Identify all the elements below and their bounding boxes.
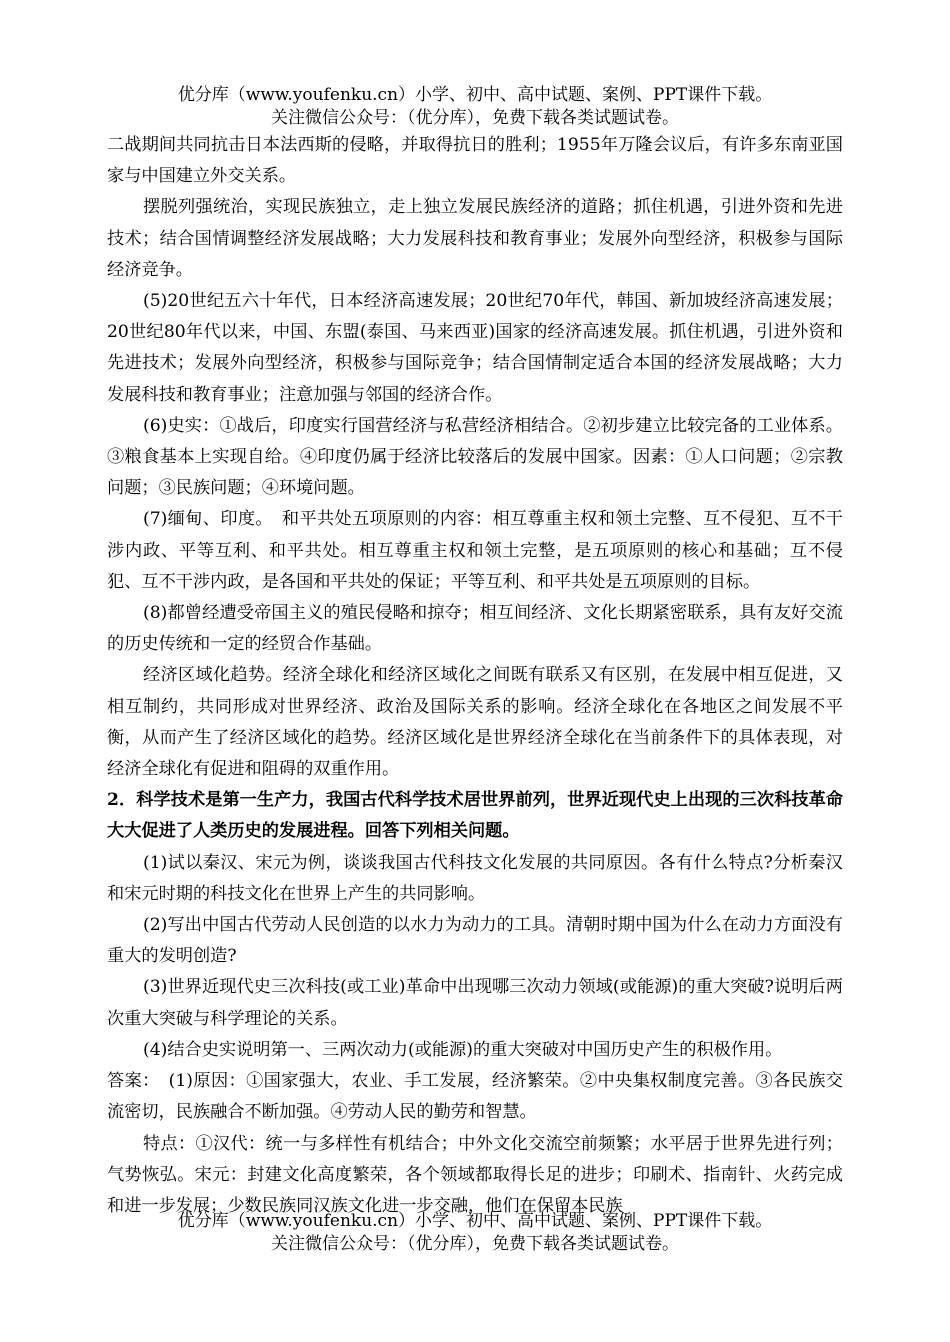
paragraph-answer-5: (5)20世纪五六十年代，日本经济高速发展；20世纪70年代，韩国、新加坡经济高速发展；20世纪80年代以来，中国、东盟(泰国、马来西亚)国家的经济高速发展。抓住机遇，引进外资和先进技术；发展外向型经济，积极参与国际竞争；结合国情制定适合本国的经济发展战略；大力发展科技和教育事业；注意加强与邻国的经济合作。: [107, 291, 843, 405]
question-2-part-3: (3)世界近现代史三次科技(或工业)革命中出现哪三次动力领域(或能源)的重大突破?说明后两次重大突破与科学理论的关系。: [107, 977, 843, 1029]
paragraph-continuation: 二战期间共同抗击日本法西斯的侵略，并取得抗日的胜利；1955年万隆会议后，有许多东南亚国家与中国建立外交关系。: [107, 135, 843, 187]
document-body: [107, 130, 843, 1222]
footer-line-2: 关注微信公众号：（优分库），免费下载各类试题试卷。: [271, 1234, 679, 1254]
question-2-title: 2．科学技术是第一生产力，我国古代科学技术居世界前列，世界近现代史上出现的三次科技革命大大促进了人类历史的发展进程。回答下列相关问题。: [107, 790, 843, 842]
header-line-2: 关注微信公众号：（优分库），免费下载各类试题试卷。: [271, 108, 679, 128]
question-2-part-4: (4)结合史实说明第一、三两次动力(或能源)的重大突破对中国历史产生的积极作用。: [143, 1039, 783, 1060]
footer-line-1: 优分库（www.youfenku.cn）小学、初中、高中试题、案例、PPT课件下载。: [177, 1211, 773, 1231]
paragraph-answer-7: (7)缅甸、印度。 和平共处五项原则的内容：相互尊重主权和领土完整、互不侵犯、互不干涉内政、平等互利、和平共处。相互尊重主权和领土完整，是五项原则的核心和基础；互不侵犯、互不干涉内政，是各国和平共处的保证；平等互利、和平共处是五项原则的目标。: [107, 509, 843, 592]
question-2-part-1: (1)试以秦汉、宋元为例，谈谈我国古代科技文化发展的共同原因。各有什么特点?分析秦汉和宋元时期的科技文化在世界上产生的共同影响。: [107, 852, 843, 904]
paragraph-answer-6: (6)史实：①战后，印度实行国营经济与私营经济相结合。②初步建立比较完备的工业体系。③粮食基本上实现自给。④印度仍属于经济比较落后的发展中国家。因素：①人口问题；②宗教问题；③民族问题；④环境问题。: [107, 415, 843, 499]
paragraph-answer-8: (8)都曾经遭受帝国主义的殖民侵略和掠夺；相互间经济、文化长期紧密联系，具有友好交流的历史传统和一定的经贸合作基础。: [107, 603, 843, 655]
answer-part-1-reasons: 答案： (1)原因：①国家强大，农业、手工发展，经济繁荣。②中央集权制度完善。③各民族交流密切，民族融合不断加强。④劳动人民的勤劳和智慧。: [107, 1071, 843, 1123]
answer-part-1-features: 特点：①汉代：统一与多样性有机结合；中外文化交流空前频繁；水平居于世界先进行列；气势恢弘。宋元：封建文化高度繁荣，各个领域都取得长足的进步；印刷术、指南针、火药完成和进一步发展；少数民族同汉族文化进一步交融，他们在保留本民族: [107, 1133, 843, 1216]
question-2-part-2: (2)写出中国古代劳动人民创造的以水力为动力的工具。清朝时期中国为什么在动力方面没有重大的发明创造?: [107, 915, 843, 967]
paragraph-regionalization: 经济区域化趋势。经济全球化和经济区域化之间既有联系又有区别，在发展中相互促进，又相互制约，共同形成对世界经济、政治及国际关系的影响。经济全球化在各地区之间发展不平衡，从而产生了经济区域化的趋势。经济区域化是世界经济全球化在当前条件下的具体表现，对经济全球化有促进和阻碍的双重作用。: [107, 665, 843, 780]
header-line-1: 优分库（www.youfenku.cn）小学、初中、高中试题、案例、PPT课件下载。: [177, 85, 773, 105]
paragraph-answer-path: 摆脱列强统治，实现民族独立，走上独立发展民族经济的道路；抓住机遇，引进外资和先进技术；结合国情调整经济发展战略；大力发展科技和教育事业；发展外向型经济，积极参与国际经济竞争。: [107, 197, 843, 280]
